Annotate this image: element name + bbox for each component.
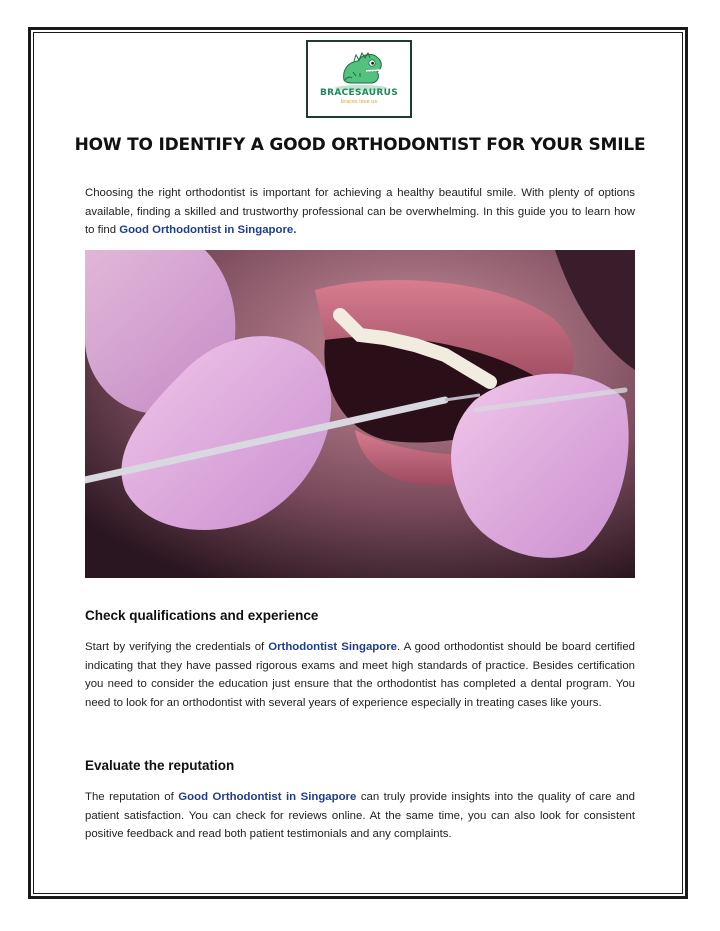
section-heading-reputation: Evaluate the reputation xyxy=(85,758,235,773)
section-heading-qualifications: Check qualifications and experience xyxy=(85,608,319,623)
dinosaur-mascot-icon xyxy=(308,42,414,92)
logo-tagline: braces love us xyxy=(340,99,378,105)
section-text-after: . A good orthodontist should be board certified indicating that they have passed rigorous exams and meet high standards of practice. Besides certification you need to consider the education just ensure that the orthodontist has completed a dental program. You need to look for an orthodontist with several years of experience especially in treating cases like yours. xyxy=(85,641,635,709)
good-orthodontist-link[interactable]: Good Orthodontist in Singapore xyxy=(178,791,357,803)
dental-exam-photo-art xyxy=(85,250,635,578)
section-text-before: Start by verifying the credentials of xyxy=(85,641,269,653)
logo-brand-name: BRACESAURUS xyxy=(319,88,398,98)
intro-link-end: . xyxy=(293,224,297,236)
section-text-after: can truly provide insights into the quality of care and patient satisfaction. You can check for reviews online. At the same time, you can also look for consistent positive feedback and read both patient testimonials and any complaints. xyxy=(85,791,635,840)
intro-text: Choosing the right orthodontist is important for achieving a healthy beautiful smile. With plenty of options available, finding a skilled and trustworthy professional can be overwhelming. In this guide you to learn how to find xyxy=(85,187,635,236)
section-paragraph-reputation xyxy=(85,788,635,844)
dental-exam-photo xyxy=(85,250,635,578)
intro-link[interactable]: Good Orthodontist in Singapore xyxy=(119,224,294,236)
section-paragraph-qualifications xyxy=(85,638,635,712)
logo xyxy=(306,40,412,118)
orthodontist-singapore-link[interactable]: Orthodontist Singapore xyxy=(268,641,397,653)
section-text-before: The reputation of xyxy=(85,791,179,803)
intro-paragraph xyxy=(85,184,635,240)
page-title: HOW TO IDENTIFY A GOOD ORTHODONTIST FOR YOUR SMILE xyxy=(74,135,646,155)
